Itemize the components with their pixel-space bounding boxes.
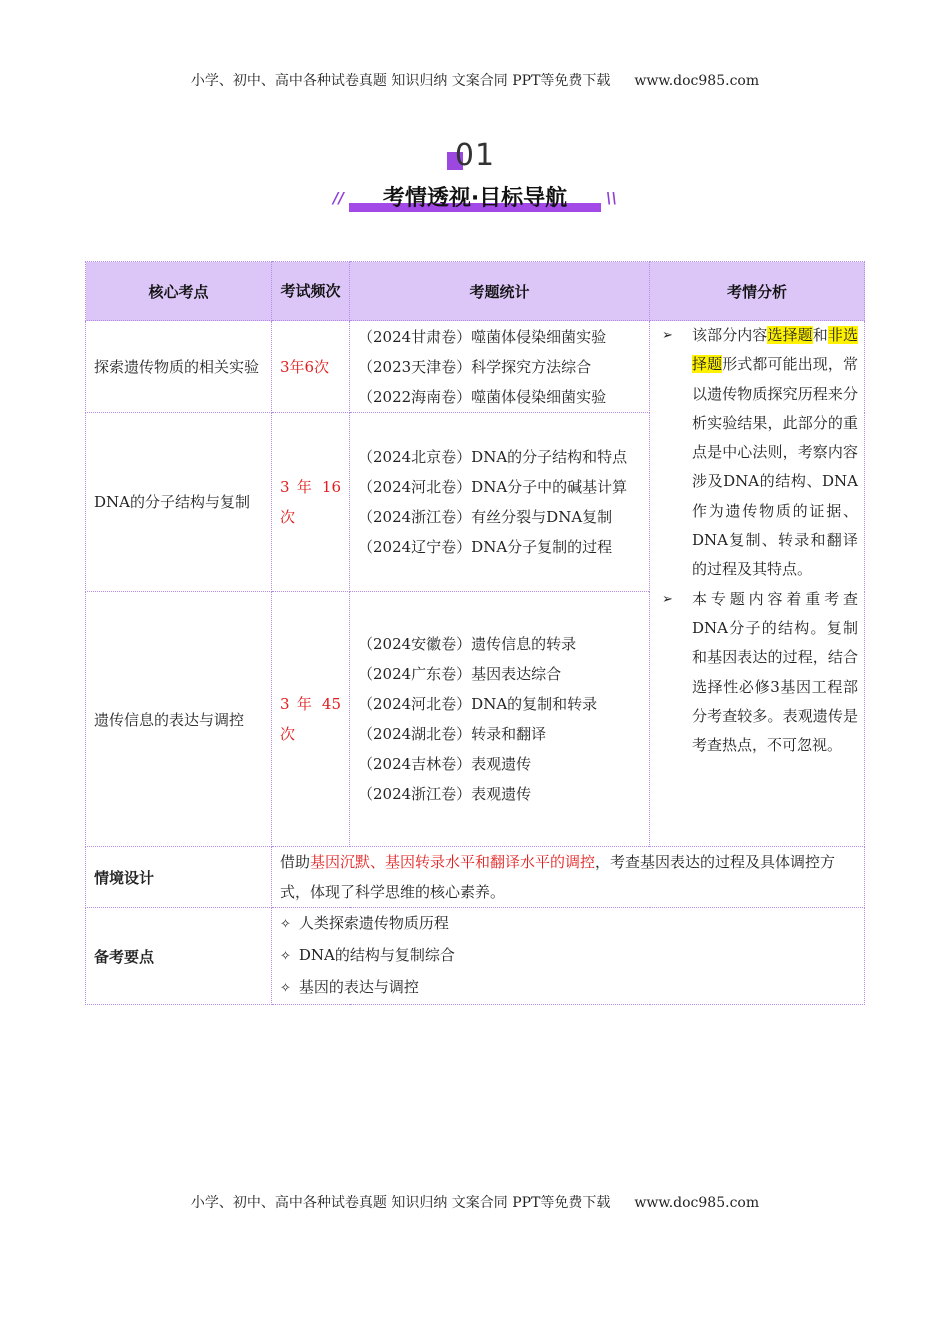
- prep-item: [280, 908, 856, 940]
- prep-item-text: 人类探索遗传物质历程: [298, 914, 449, 932]
- stat-item: （2024浙江卷）有丝分裂与DNA复制: [358, 508, 613, 526]
- table-header-row: [86, 262, 865, 321]
- frequency-cell: 3 年 45 次: [272, 592, 350, 847]
- arrow-bullet-icon: ➢: [662, 591, 673, 607]
- section-number-block: [0, 138, 950, 173]
- stats-cell: [350, 413, 650, 592]
- highlight-text: 非选择题: [692, 326, 858, 374]
- header-frequency: 考试频次: [272, 262, 350, 321]
- stat-item: （2024北京卷）DNA的分子结构和特点: [358, 448, 628, 466]
- stat-item: （2023天津卷）科学探究方法综合: [358, 357, 592, 376]
- prep-cell: [272, 908, 865, 1005]
- section-number: [455, 138, 495, 173]
- diamond-bullet-icon: ✧: [280, 917, 291, 932]
- prep-item: [280, 940, 856, 972]
- footer-site: www.doc985.com: [634, 1195, 760, 1211]
- footer-text: 小学、初中、高中各种试卷真题 知识归纳 文案合同 PPT等免费下载: [190, 1195, 611, 1211]
- analysis-text: 形式都可能出现，常以遗传物质探究历程来分析实验结果，此部分的重点是中心法则，考察内容涉及DNA的结构、DNA作为遗传物质的证据、DNA复制、转录和翻译的过程及其特点。: [692, 355, 858, 579]
- stat-item: （2022海南卷）噬菌体侵染细菌实验: [358, 387, 607, 406]
- prep-label: 备考要点: [86, 908, 272, 1005]
- section-heading: [335, 181, 615, 215]
- topic-cell: DNA的分子结构与复制: [86, 413, 272, 592]
- stats-cell: [350, 321, 650, 413]
- section-number-text: 01: [454, 138, 496, 173]
- analysis-text: 本专题内容着重考查DNA分子的结构。复制和基因表达的过程，结合选择性必修3基因工程部分考查较多。表观遗传是考查热点，不可忽视。: [692, 589, 858, 755]
- arrow-bullet-icon: ➢: [662, 328, 673, 343]
- context-highlight: 基因沉默、基因转录水平和翻译水平的调控: [310, 853, 596, 871]
- context-label: 情境设计: [86, 847, 272, 908]
- header-text: 小学、初中、高中各种试卷真题 知识归纳 文案合同 PPT等免费下载: [190, 73, 611, 89]
- section-title: 考情透视·目标导航: [382, 186, 568, 211]
- prep-item: [280, 972, 856, 1004]
- stat-item: （2024湖北卷）转录和翻译: [358, 725, 547, 743]
- prep-item-text: 基因的表达与调控: [298, 978, 419, 996]
- stat-item: （2024甘肃卷）噬菌体侵染细菌实验: [358, 327, 607, 346]
- stat-item: （2024安徽卷）遗传信息的转录: [358, 635, 577, 653]
- stat-item: （2024河北卷）DNA的复制和转录: [358, 695, 598, 713]
- analysis-text: 该部分内容: [692, 326, 768, 344]
- header-site: www.doc985.com: [634, 73, 760, 89]
- stat-item: （2024河北卷）DNA分子中的碱基计算: [358, 478, 628, 496]
- stat-item: （2024浙江卷）表观遗传: [358, 785, 532, 803]
- page-header: [0, 70, 950, 90]
- diamond-bullet-icon: ✧: [280, 949, 291, 964]
- header-stats: 考题统计: [350, 262, 650, 321]
- analysis-text: 和: [812, 326, 828, 344]
- page-footer: [0, 1192, 950, 1212]
- analysis-point-1: [658, 321, 858, 585]
- stat-item: （2024广东卷）基因表达综合: [358, 665, 562, 683]
- topic-cell: 遗传信息的表达与调控: [86, 592, 272, 847]
- header-analysis: 考情分析: [650, 262, 865, 321]
- context-text: ，考查基因表达的过程及具体调控方式，体现了科学思维的核心素养。: [280, 853, 836, 901]
- context-row: [86, 847, 865, 908]
- diamond-bullet-icon: ✧: [280, 981, 291, 996]
- stats-cell: [350, 592, 650, 847]
- analysis-cell: [650, 321, 865, 847]
- context-cell: [272, 847, 865, 908]
- heading-deco-left: //: [333, 189, 344, 207]
- table-row: [86, 321, 865, 413]
- prep-item-text: DNA的结构与复制综合: [298, 946, 455, 964]
- highlight-text: 选择题: [767, 326, 813, 344]
- context-text: 借助: [280, 853, 311, 871]
- topic-cell: 探索遗传物质的相关实验: [86, 321, 272, 413]
- analysis-point-2: [658, 585, 858, 761]
- stat-item: （2024吉林卷）表观遗传: [358, 755, 532, 773]
- frequency-cell: 3 年 16 次: [272, 413, 350, 592]
- header-topic: 核心考点: [86, 262, 272, 321]
- stat-item: （2024辽宁卷）DNA分子复制的过程: [358, 538, 613, 556]
- frequency-cell: 3年6次: [272, 321, 350, 413]
- prep-row: [86, 908, 865, 1005]
- heading-deco-right: \\: [606, 189, 617, 207]
- exam-analysis-table: [85, 261, 865, 1005]
